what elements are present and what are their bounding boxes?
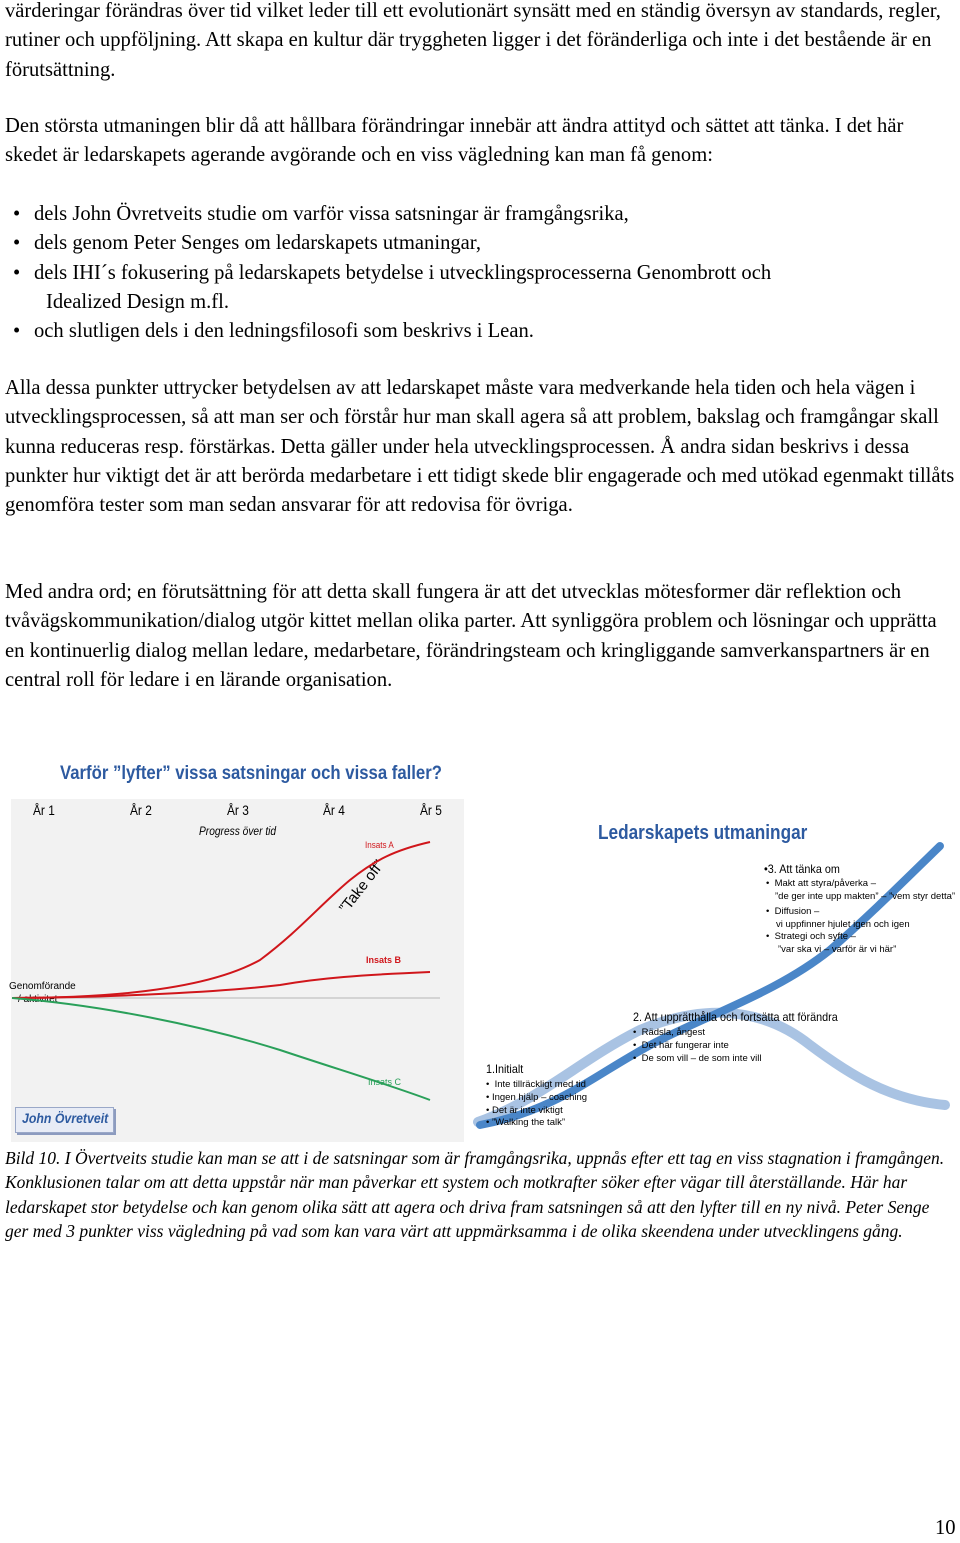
figure-caption: Bild 10. I Övertveits studie kan man se att i de satsningar som är framgångsrika, uppnås efter ett tag en viss stagnation i framgången. Konklusionen talar om att detta uppstår när man påverkar ett system och motkrafter söker efter vägar till återställande. Här har ledarskapet stor betydelse och kan genom olika sätt att agera och driva fram satsningen så att den lyfter till en ny nivå. Peter Senge ger med 3 punkter viss vägledning på vad som kan vara värt att uppmärksamma i de olika skeendena under utvecklingens gång. — [5, 1148, 945, 1241]
paragraph-challenge: Den största utmaningen blir då att hållbara förändringar innebär att ändra attityd och sättet att tänka. I det här skedet är ledarskapets agerande avgörande och en viss vägledning kan man få genom: — [5, 115, 904, 167]
take-off-label: ”Take off” — [336, 856, 388, 917]
year-label: År 3 — [227, 802, 249, 818]
progress-label: Progress över tid — [199, 824, 277, 838]
stage2-point: • Det här fungerar inte — [633, 1040, 729, 1051]
paragraph-leadership: Alla dessa punkter uttrycker betydelsen av att ledarskapet måste vara medverkande hela tiden och hela vägen i utvecklingsprocessen, så att man ser och förstår hur man skall agera så att problem, bakslag och framgångar skall kunna reduceras resp. förstärkas. Detta gäller under hela utvecklingsprocessen. Å andra sidan beskrivs i dessa punkter hur viktigt det är att berörda medarbetare i ett tidigt skede blir engagerade och med utökad egenmakt tillåts genomföra tester som man sedan ansvarar för att redovisa för övriga. — [5, 377, 955, 517]
insats-c-curve — [12, 998, 430, 1100]
stage2-point: • Rädsla, ångest — [633, 1027, 705, 1038]
paragraph-intro: värderingar förändras över tid vilket leder till ett evolutionärt synsätt med en ständig översyn av standards, regler, rutiner och uppföljning. Att skapa en kultur där tryggheten ligger i det föränderliga och inte i det bestående är en förutsättning. — [5, 0, 941, 81]
stage3-title: •3. Att tänka om — [764, 862, 840, 876]
y-axis-label-2: / aktivitet — [18, 994, 58, 1005]
insats-b-label: Insats B — [366, 955, 402, 965]
stage1-point: • Det är inte viktigt — [486, 1105, 563, 1116]
year-label: År 5 — [420, 802, 442, 818]
stage1-title: 1.Initialt — [486, 1062, 524, 1076]
author-label: John Övretveit — [22, 1110, 109, 1126]
stage3-line: • Strategi och syfte – — [766, 931, 856, 942]
y-axis-label: Genomförande — [9, 981, 76, 992]
insats-c-label: Insats C — [368, 1077, 402, 1087]
stage3-line: • Makt att styra/påverka – — [766, 878, 876, 889]
paragraph-dialogue: Med andra ord; en förutsättning för att detta skall fungera är att det utvecklas mötesformer där reflektion och tvåvägskommunikation/dialog utgör kittet mellan olika parter. Att synliggöra problem och lösningar och upprätta en kontinuerlig dialog mellan ledare, medarbetare, förändringsteam och kringliggande samverkanspartners är en central roll för ledare i en lärande organisation. — [5, 581, 937, 691]
stage3-line: ”de ger inte upp makten” – ”vem styr detta” — [775, 891, 956, 902]
list-item: • dels John Övretveits studie om varför vissa satsningar är framgångsrika, — [13, 203, 629, 225]
list-item: • dels genom Peter Senges om ledarskapets utmaningar, — [13, 232, 481, 255]
stage1-point: • ”Walking the talk” — [486, 1117, 565, 1128]
year-label: År 4 — [323, 802, 345, 818]
stage3-line: • Diffusion – — [766, 906, 820, 917]
list-item: • och slutligen dels i den ledningsfilosofi som beskrivs i Lean. — [13, 320, 534, 343]
insats-a-label: Insats A — [365, 840, 394, 850]
figure-title: Varför ”lyfter” vissa satsningar och vissa faller? — [60, 763, 442, 784]
leadership-title: Ledarskapets utmaningar — [598, 822, 808, 844]
stage2-point: • De som vill – de som inte vill — [633, 1053, 762, 1064]
stage3-line: vi uppfinner hjulet igen och igen — [776, 919, 910, 930]
year-label: År 1 — [33, 802, 55, 818]
list-item: • dels IHI´s fokusering på ledarskapets betydelse i utvecklingsprocesserna Genombrott och Idealized Design m.fl. — [13, 261, 772, 313]
page-number: 10 — [935, 1517, 956, 1539]
stage3-line: ”var ska vi – varför är vi här” — [778, 944, 897, 955]
stage1-point: • Inte tillräckligt med tid — [486, 1079, 586, 1090]
year-label: År 2 — [130, 802, 152, 818]
stage1-point: • Ingen hjälp – coaching — [486, 1092, 588, 1103]
stage2-title: 2. Att upprätthålla och fortsätta att förändra — [633, 1010, 838, 1024]
